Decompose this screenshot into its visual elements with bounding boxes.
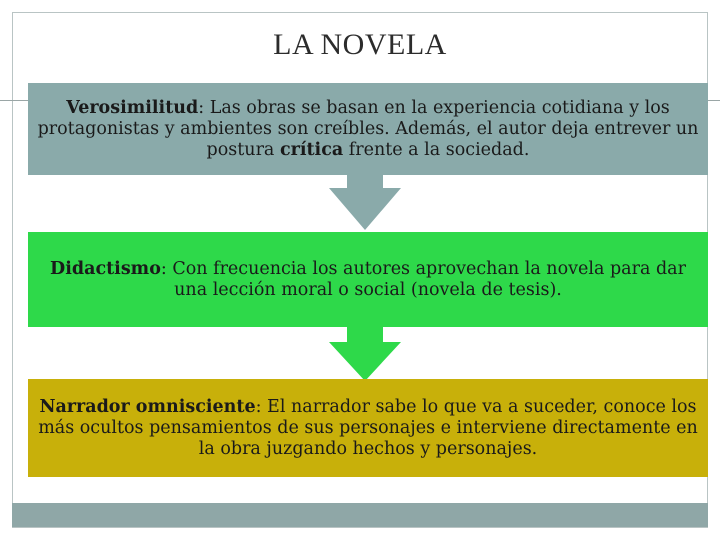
didactismo-desc: : Con frecuencia los autores aprovechan la novela para dar una lección moral o social (novela de tesis).	[160, 258, 686, 300]
verosimilitud-desc-start: : Las obras se basan en la experiencia cotidiana y los protagonistas y ambientes son creíbles. Además, el autor deja entrever un postura	[37, 97, 699, 160]
slide-title: LA NOVELA	[273, 28, 447, 61]
verosimilitud-text	[36, 98, 700, 161]
narrador-text	[36, 397, 700, 460]
narrador-desc: : El narrador sabe lo que va a suceder, conoce los más ocultos pensamientos de sus personajes e interviene directamente en la obra juzgando hechos y personajes.	[38, 396, 698, 459]
didactismo-text	[36, 259, 700, 301]
verosimilitud-term: Verosimilitud	[66, 97, 199, 118]
down-arrow-1	[329, 175, 401, 230]
narrador-term: Narrador omnisciente	[39, 396, 256, 417]
down-arrow-2	[329, 327, 401, 381]
didactismo-box	[28, 232, 708, 327]
didactismo-term: Didactismo	[50, 258, 161, 279]
verosimilitud-desc-end: frente a la sociedad.	[343, 139, 530, 160]
verosimilitud-box	[28, 83, 708, 175]
verosimilitud-emphasis: crítica	[279, 139, 344, 160]
narrador-box	[28, 379, 708, 477]
